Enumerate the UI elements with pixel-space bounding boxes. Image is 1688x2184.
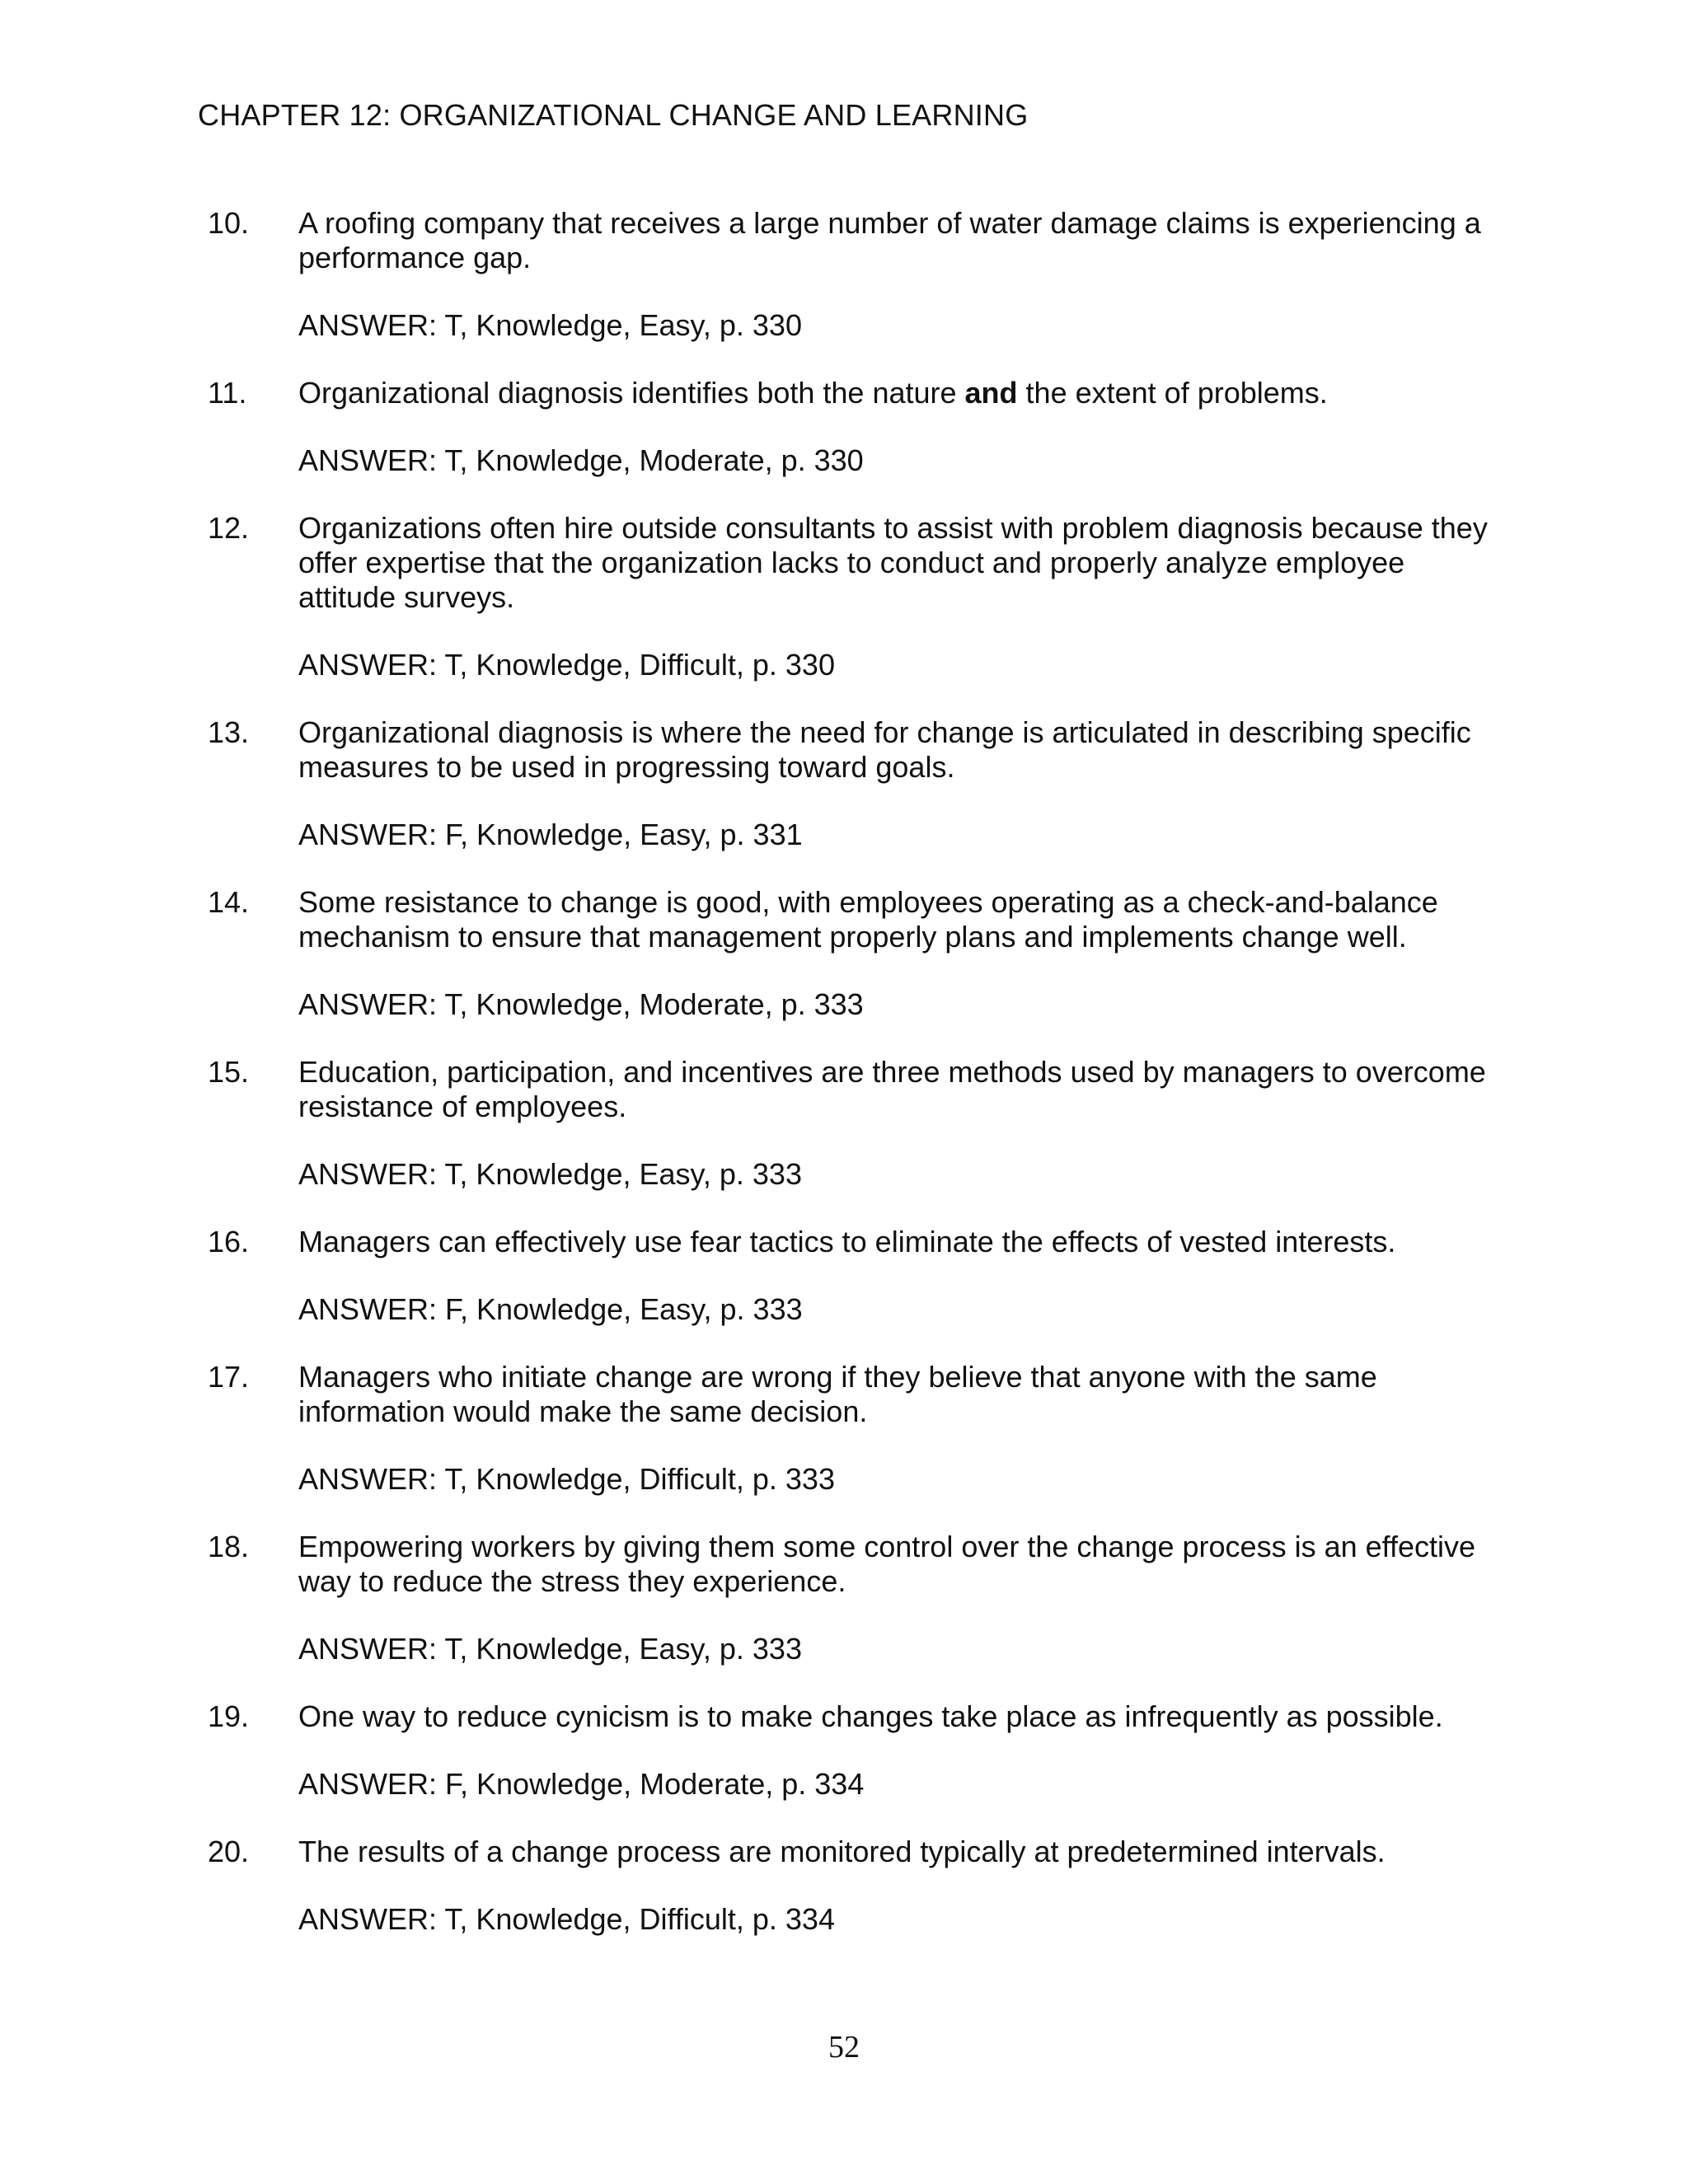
answer-line: ANSWER: F, Knowledge, Moderate, p. 334 — [298, 1767, 865, 1801]
question-list — [0, 206, 1688, 1970]
question-row — [0, 511, 1502, 615]
question-number: 20. — [208, 1835, 250, 1868]
question-row — [0, 1835, 1502, 1869]
question-number: 14. — [208, 885, 250, 919]
answer-line: ANSWER: T, Knowledge, Difficult, p. 330 — [298, 648, 835, 682]
answer-line: ANSWER: F, Knowledge, Easy, p. 333 — [298, 1292, 803, 1326]
question-text — [298, 206, 1502, 275]
question-text-part: Empowering workers by giving them some control over the change process is an effective way to reduce the stress they experience. — [298, 1530, 1476, 1598]
question-text-part: Organizational diagnosis identifies both the nature — [298, 376, 965, 410]
question-row — [0, 715, 1502, 785]
question-text-part: Managers who initiate change are wrong if they believe that anyone with the same information would make the same decision. — [298, 1360, 1377, 1428]
question-text-part: the extent of problems. — [1017, 376, 1328, 410]
question-number: 12. — [208, 511, 250, 545]
answer-line: ANSWER: T, Knowledge, Moderate, p. 330 — [298, 443, 864, 477]
question-item — [0, 1699, 1688, 1802]
emphasized-word: and — [964, 376, 1018, 410]
question-number: 19. — [208, 1699, 250, 1733]
answer-line: ANSWER: T, Knowledge, Easy, p. 330 — [298, 308, 802, 342]
question-row — [0, 1055, 1502, 1124]
question-text-part: Some resistance to change is good, with employees operating as a check-and-balance mechanism to ensure that management properly plans and implements change well. — [298, 885, 1438, 954]
question-item — [0, 1360, 1688, 1497]
answer-line: ANSWER: F, Knowledge, Easy, p. 331 — [298, 818, 803, 851]
question-text-part: Organizations often hire outside consultants to assist with problem diagnosis because they offer expertise that the organization lacks to conduct and properly analyze employee attitude surveys. — [298, 511, 1488, 614]
question-item — [0, 715, 1688, 852]
question-text-part: A roofing company that receives a large number of water damage claims is experiencing a performance gap. — [298, 206, 1481, 274]
question-number: 16. — [208, 1225, 250, 1258]
question-text — [298, 1225, 1502, 1259]
answer-line: ANSWER: T, Knowledge, Easy, p. 333 — [298, 1157, 802, 1191]
question-row — [0, 1530, 1502, 1599]
question-row — [0, 206, 1502, 275]
question-item — [0, 1225, 1688, 1327]
answer-line: ANSWER: T, Knowledge, Easy, p. 333 — [298, 1632, 802, 1666]
question-text — [298, 715, 1502, 785]
page-number: 52 — [828, 2030, 860, 2064]
answer-line: ANSWER: T, Knowledge, Moderate, p. 333 — [298, 987, 864, 1021]
answer-line: ANSWER: T, Knowledge, Difficult, p. 334 — [298, 1902, 835, 1936]
question-row — [0, 885, 1502, 954]
question-text — [298, 1055, 1502, 1124]
question-number: 13. — [208, 715, 250, 749]
question-text — [298, 376, 1502, 410]
question-number: 17. — [208, 1360, 250, 1394]
question-text-part: One way to reduce cynicism is to make changes take place as infrequently as possible. — [298, 1699, 1443, 1733]
question-number: 10. — [208, 206, 250, 240]
question-item — [0, 1835, 1688, 1937]
question-text — [298, 1699, 1502, 1734]
question-item — [0, 206, 1688, 343]
question-row — [0, 376, 1502, 410]
question-number: 18. — [208, 1530, 250, 1563]
question-text — [298, 511, 1502, 615]
question-item — [0, 511, 1688, 682]
question-item — [0, 1530, 1688, 1666]
question-text-part: Organizational diagnosis is where the need for change is articulated in describing specific measures to be used in progressing toward goals. — [298, 715, 1471, 784]
question-text-part: The results of a change process are monitored typically at predetermined intervals. — [298, 1835, 1386, 1868]
question-row — [0, 1360, 1502, 1429]
answer-line: ANSWER: T, Knowledge, Difficult, p. 333 — [298, 1462, 835, 1496]
question-text-part: Managers can effectively use fear tactics to eliminate the effects of vested interests. — [298, 1225, 1396, 1258]
question-text — [298, 1835, 1502, 1869]
question-row — [0, 1699, 1502, 1734]
question-text-part: Education, participation, and incentives are three methods used by managers to overcome resistance of employees. — [298, 1055, 1486, 1123]
question-text — [298, 1360, 1502, 1429]
question-row — [0, 1225, 1502, 1259]
question-item — [0, 885, 1688, 1022]
question-item — [0, 1055, 1688, 1192]
question-text — [298, 1530, 1502, 1599]
question-number: 11. — [208, 376, 247, 410]
question-text — [298, 885, 1502, 954]
question-item — [0, 376, 1688, 478]
chapter-title: CHAPTER 12: ORGANIZATIONAL CHANGE AND LEARNING — [198, 98, 1029, 132]
question-number: 15. — [208, 1055, 250, 1089]
